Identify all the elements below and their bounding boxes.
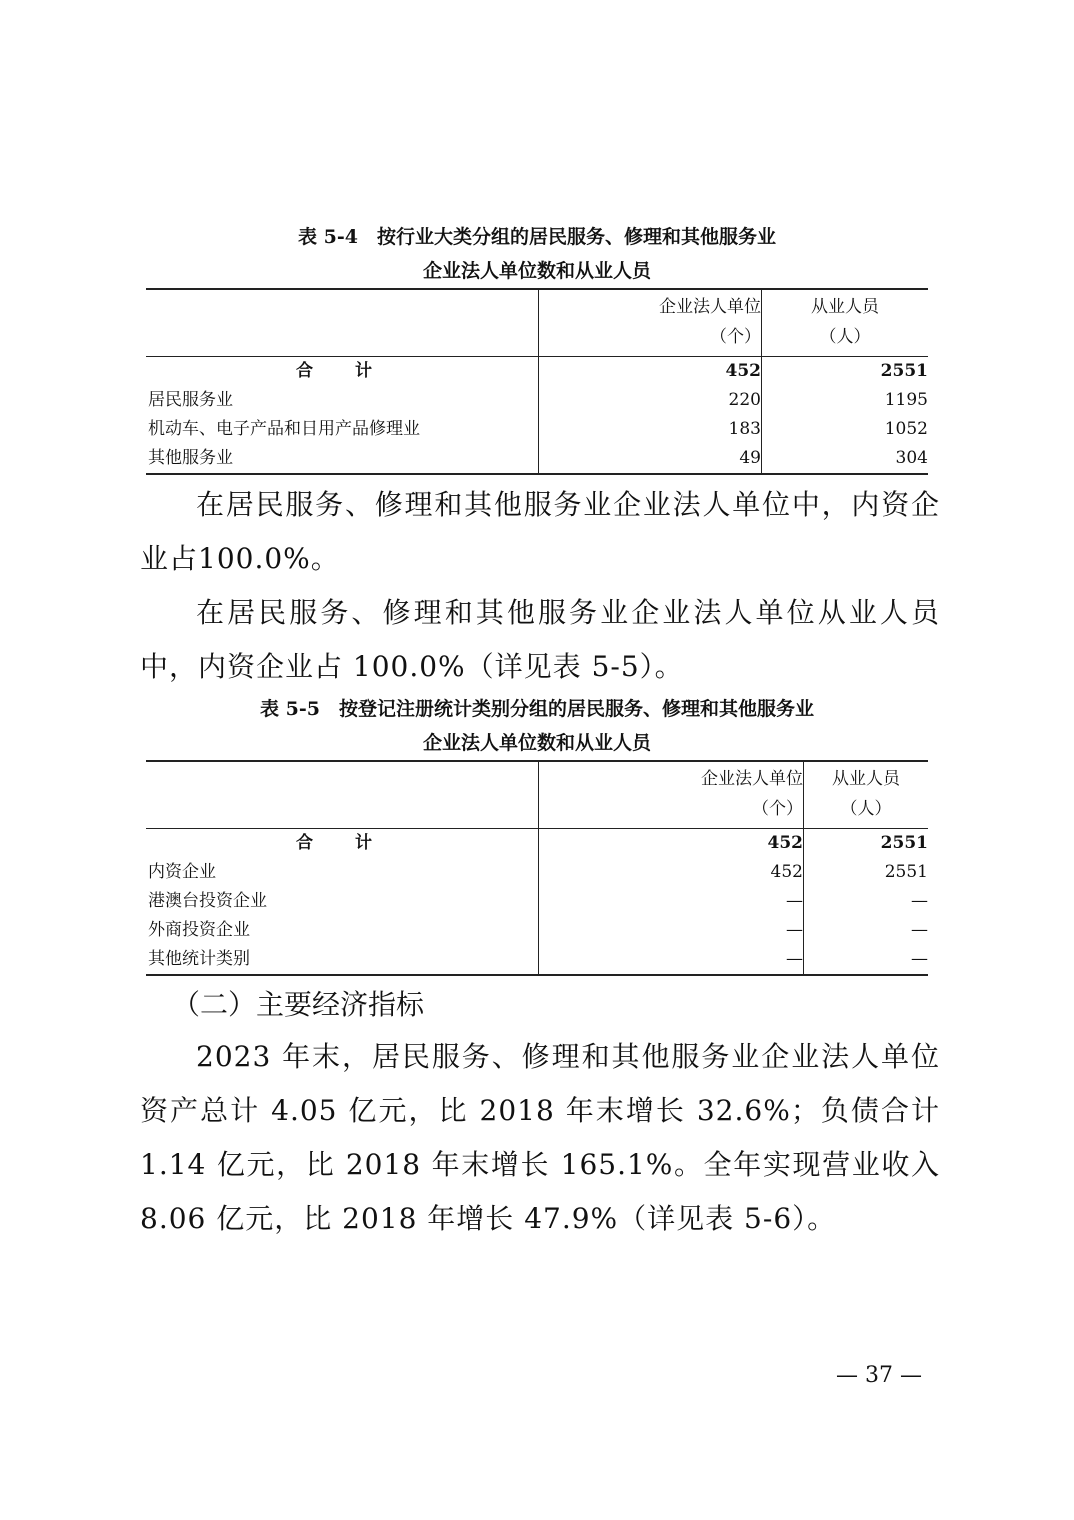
col-units-unit: （个） bbox=[710, 327, 761, 347]
row-employees: 304 bbox=[762, 444, 929, 474]
section-subheading: （二）主要经济指标 bbox=[172, 988, 425, 1021]
table-5-4-col-employees-header bbox=[762, 289, 929, 357]
col-units-label: 企业法人单位 bbox=[659, 297, 761, 317]
row-employees: 2551 bbox=[880, 833, 928, 853]
body-text-block-2 bbox=[140, 1030, 940, 1246]
table-5-5 bbox=[146, 760, 928, 976]
table-5-4-caption bbox=[146, 220, 928, 288]
table-5-4 bbox=[146, 288, 928, 475]
table-row-total bbox=[146, 357, 928, 387]
row-label: 居民服务业 bbox=[148, 390, 233, 410]
row-units: 452 bbox=[539, 858, 804, 887]
table-5-4-title-line1: 表 5-4 按行业大类分组的居民服务、修理和其他服务业 bbox=[298, 226, 776, 248]
row-employees: 2551 bbox=[880, 361, 928, 381]
row-label: 机动车、电子产品和日用产品修理业 bbox=[148, 419, 420, 439]
col-units-label: 企业法人单位 bbox=[701, 769, 803, 789]
body-text-block-1 bbox=[140, 478, 940, 694]
row-employees: 1052 bbox=[884, 419, 928, 439]
col-employees-label: 从业人员 bbox=[811, 297, 879, 317]
row-employees: — bbox=[911, 891, 928, 911]
row-units: — bbox=[539, 916, 804, 945]
table-5-5-title-line1: 表 5-5 按登记注册统计类别分组的居民服务、修理和其他服务业 bbox=[260, 698, 814, 720]
row-label: 合 计 bbox=[296, 361, 390, 381]
table-5-4-col-units-header bbox=[539, 289, 762, 357]
row-units: 452 bbox=[539, 357, 762, 387]
row-units: 220 bbox=[539, 386, 762, 415]
paragraph: 在居民服务、修理和其他服务业企业法人单位从业人员中，内资企业占 100.0%（详见表 5-5）。 bbox=[140, 596, 940, 683]
table-row bbox=[146, 945, 928, 975]
table-5-5-caption bbox=[146, 692, 928, 760]
table-row bbox=[146, 916, 928, 945]
row-label: 内资企业 bbox=[148, 862, 216, 882]
row-label: 其他服务业 bbox=[146, 444, 539, 474]
table-row bbox=[146, 858, 928, 887]
table-5-5-col-employees-header bbox=[804, 761, 929, 829]
row-label: 港澳台投资企业 bbox=[148, 891, 267, 911]
row-label: 合 计 bbox=[296, 833, 390, 853]
table-row bbox=[146, 444, 928, 474]
row-label: 其他统计类别 bbox=[146, 945, 539, 975]
col-employees-label: 从业人员 bbox=[832, 769, 900, 789]
col-units-unit: （个） bbox=[752, 799, 803, 819]
row-employees: — bbox=[804, 945, 929, 975]
col-employees-unit: （人） bbox=[840, 799, 892, 819]
table-row bbox=[146, 415, 928, 444]
table-5-4-corner-header bbox=[146, 289, 539, 357]
row-units: — bbox=[539, 887, 804, 916]
row-units: 49 bbox=[539, 444, 762, 474]
col-employees-unit: （人） bbox=[819, 327, 871, 347]
table-5-5-col-units-header bbox=[539, 761, 804, 829]
table-5-5-corner-header bbox=[146, 761, 539, 829]
paragraph: 在居民服务、修理和其他服务业企业法人单位中，内资企业占100.0%。 bbox=[140, 488, 940, 575]
row-units: 452 bbox=[539, 829, 804, 859]
row-units: — bbox=[539, 945, 804, 975]
table-5-5-title-line2: 企业法人单位数和从业人员 bbox=[422, 732, 651, 754]
row-label: 外商投资企业 bbox=[148, 920, 250, 940]
table-5-4-title-line2: 企业法人单位数和从业人员 bbox=[422, 260, 651, 282]
row-employees: 2551 bbox=[884, 862, 928, 882]
table-row bbox=[146, 887, 928, 916]
table-row bbox=[146, 386, 928, 415]
row-employees: 1195 bbox=[884, 390, 928, 410]
page-number: — 37 — bbox=[836, 1363, 922, 1388]
paragraph: 2023 年末，居民服务、修理和其他服务业企业法人单位资产总计 4.05 亿元，比 2018 年末增长 32.6%；负债合计 1.14 亿元，比 2018 年末增长 165.1%。全年实现营业收入 8.06 亿元，比 2018 年增长 47.9%（详见表 5-6）。 bbox=[140, 1040, 940, 1235]
row-units: 183 bbox=[539, 415, 762, 444]
row-employees: — bbox=[911, 920, 928, 940]
table-row-total bbox=[146, 829, 928, 859]
